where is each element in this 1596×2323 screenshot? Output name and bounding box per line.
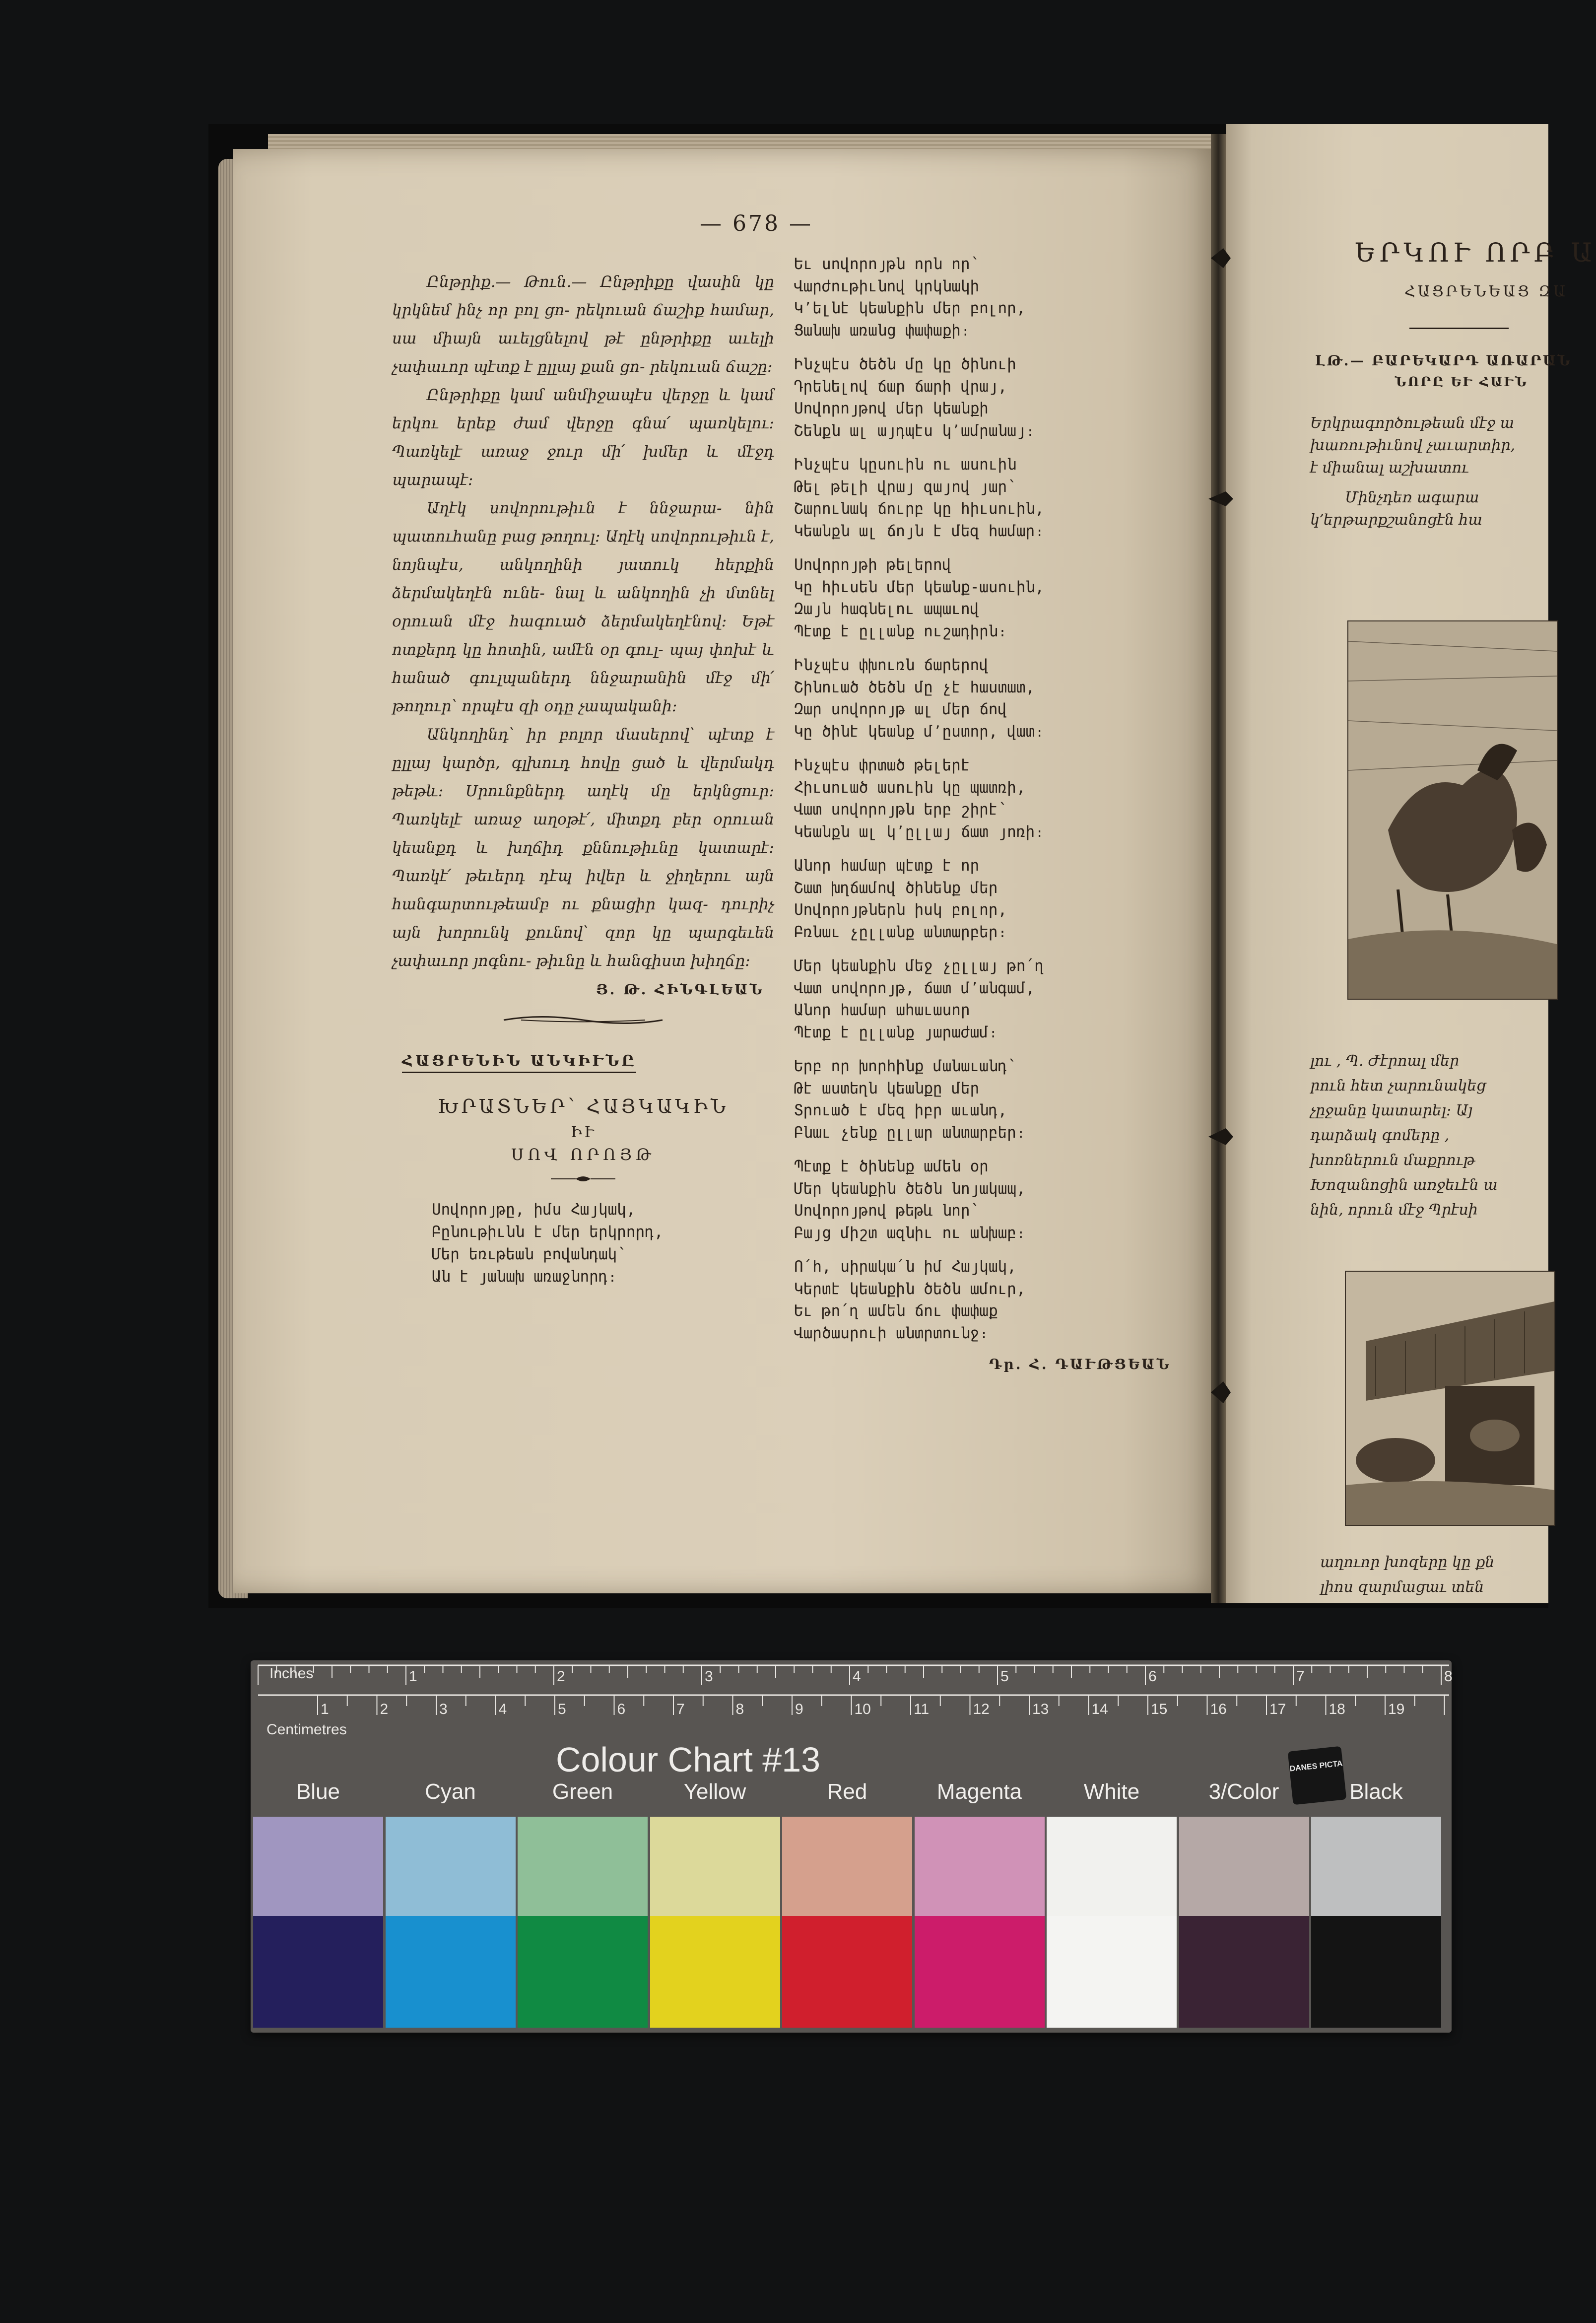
paragraph: Ընթրիք.— Թուն.— Ընթրիքը վասին կը կրկնեմ ինչ որ բոլ ցո- րեկուան ճաշիք համար, սա միայն աւելցնելով թէ ընթրիքը աւելի չափաւոր պէտք է ըլլայ քան ցո- րեկուան ճաշը։	[392, 273, 774, 376]
swatch-dark	[650, 1916, 780, 2028]
swatch-dark	[782, 1916, 912, 2028]
rooster-engraving	[1347, 620, 1558, 1000]
chapter-subheading: ՆՈՐԸ ԵՒ ՀԱՒՆ	[1395, 375, 1528, 390]
cm-tick-label: 3	[439, 1701, 448, 1717]
stanza-line: Ո՛հ, սիրակա՛ն իմ Հայկակ,	[794, 1258, 1016, 1276]
inch-tick-label: 6	[1148, 1668, 1157, 1685]
paragraph: Ընթրիքը կամ անմիջապէս վերջը և կամ երկու երեք ժամ վերջը գնա՛ պառկելու։ Պառկելէ առաջ ջուր մի՛ խմեր և մէջդ պարապէ։	[392, 386, 774, 489]
stanza-line: Զայն հագնելու ապաւով	[794, 600, 980, 618]
stanza-line: Ինչպէս փրտած թելերէ	[794, 756, 970, 774]
stanza	[794, 955, 1181, 1043]
swatch-light	[386, 1817, 516, 1916]
stanza-line: Սովորոյթով մեր կեանքի	[794, 400, 989, 417]
stanza-line: Թել թելի վրայ զայով յար՝	[794, 478, 1016, 496]
text-line: աղուոր խոզերը կը քն	[1320, 1554, 1495, 1571]
cm-tick-label: 10	[854, 1701, 871, 1717]
stanza-line: Կեանքն ալ կ՚ըլլայ ճատ յոռի։	[794, 822, 1044, 841]
text-line: դարձակ գոմերը ,	[1310, 1127, 1450, 1144]
swatch-light	[782, 1817, 912, 1916]
binding-marker	[1206, 243, 1236, 273]
inch-tick-label: 2	[557, 1668, 565, 1685]
stanza-line: Եւ սովորոյթն որն որ՝	[794, 255, 980, 273]
stanza-line: Պէտք է ըլլանք ուշադիրն։	[794, 622, 1007, 640]
stanza-line: Մեր կեանքին ծեծն նոյակապ,	[794, 1179, 1026, 1198]
stanza-line: Ցանախ առանց փափաքի։	[794, 321, 970, 340]
stanza-line: Կը ծինէ կեանք մ՚ըստոր, վատ։	[794, 722, 1044, 741]
swatch-dark	[1179, 1916, 1309, 2028]
stanza-line: Զար սովորոյթ ալ մեր ճով	[794, 700, 1007, 718]
right-page-title: ԵՐԿՈՒ ՈՐԲ Ա	[1355, 238, 1596, 268]
ruler	[258, 1664, 1453, 1719]
stanza-line: Շինուած ծեծն մը չէ հաստատ,	[794, 678, 1035, 696]
chapter-heading: ԼԹ.— ԲԱՐԵԿԱՐԴ ԱՌԱՐԱՆ	[1315, 352, 1572, 369]
inches-label: Inches	[269, 1665, 314, 1682]
stanza-line: Վատ սովորոյթն երբ շիրէ՝	[794, 801, 1007, 819]
text-line: կ՚երթարքշանոցէն հա	[1310, 511, 1483, 529]
swatch-dark	[518, 1916, 648, 2028]
cm-tick-label: 12	[973, 1701, 990, 1717]
text-line: է միանալ աշխատու	[1310, 459, 1469, 477]
swatch-light	[915, 1817, 1045, 1916]
small-ornament	[548, 1174, 618, 1184]
cm-tick-label: 14	[1091, 1701, 1108, 1717]
verse-line: Բընութիւնն է մեր երկրորդ,	[432, 1223, 664, 1241]
stanza	[794, 654, 1181, 743]
stanza	[794, 353, 1181, 442]
stanza	[794, 454, 1181, 542]
cm-tick-label: 17	[1269, 1701, 1286, 1717]
text-line: Խոզանոցին առջեւէն ա	[1310, 1176, 1498, 1194]
cm-tick-label: 7	[676, 1701, 685, 1717]
stanza	[794, 1055, 1181, 1144]
stanza-line: Սովորոյթով թեթև նոր՝	[794, 1202, 980, 1220]
binding-marker	[1206, 1124, 1236, 1149]
paragraph: Անկողինդ՝ իր բոլոր մասերով՝ պէտք է ըլլայ կարծր, գլխուդ հովը ցած և վերմակդ թեթև։ Սրունքներդ աղէկ մը երկնցուր։ Պառկելէ առաջ աղօթէ՛, միտքդ բեր օրուան կեանքդ և խղճիդ քննութիւնը կատարէ։ Պառկէ՛ թեւերդ դէպ իվեր և ջիղերու այն հանգարտութեամբ ու քնացիր կազ- դուրիչ այն խորունկ քունով՝ զոր կը պարգեւեն չափաւոր յոգնու- թիւնը և հանգիստ խիղճը։	[392, 726, 774, 970]
stanza-line: Ինչպէս փխուռն ճարերով	[794, 656, 989, 674]
swatch-light	[1311, 1817, 1441, 1916]
stanza-line: Թէ աստեղն կեանքը մեր	[794, 1079, 980, 1097]
left-text-column	[392, 268, 774, 1300]
stanza-line: Անոր համար պէտք է որ	[794, 857, 980, 875]
cm-tick-label: 16	[1210, 1701, 1227, 1717]
stanza-line: Շենքն ալ այդպէս կ՚ամրանայ։	[794, 421, 1035, 440]
stanza-line: Ինչպէս կըսուին ու ասուին	[794, 456, 1016, 474]
swatch-light	[1179, 1817, 1309, 1916]
swatch-dark	[915, 1916, 1045, 2028]
section-title: ՀԱՑՐԵՆԻՆ ԱՆԿԻՒՆԸ	[402, 1052, 636, 1073]
poem-heading: ՍՈՎ ՈՐՈՅԹ	[511, 1145, 656, 1164]
stanza-line: Վատ սովորոյթ, ճատ մ՚անգամ,	[794, 979, 1035, 997]
swatch-label: Blue	[296, 1779, 340, 1804]
text-line: լիոս զարմացաւ տեն	[1320, 1578, 1484, 1596]
poem-conjunction: ԻՒ	[570, 1124, 596, 1141]
stanza-line: Եւ թո՛ղ ամեն ճու փափաք	[794, 1302, 998, 1320]
swatch-light	[1047, 1817, 1177, 1916]
stanza-line: Մեր կեանքին մեջ չըլլայ թո՛ղ	[794, 957, 1044, 975]
poem-verse	[432, 1199, 774, 1288]
cm-tick-label: 8	[735, 1701, 744, 1717]
inch-tick-label: 3	[705, 1668, 713, 1685]
swatch-label: Green	[552, 1779, 613, 1804]
text-line: խոռներուն մաքրութ	[1310, 1152, 1475, 1169]
inch-tick-label: 1	[409, 1668, 417, 1685]
stanza-line: Տրուած է մեզ իբր աւանդ,	[794, 1101, 1007, 1119]
stanza	[794, 855, 1181, 943]
stanza-line: Անոր համար ահաւասոր	[794, 1001, 970, 1019]
ornament-divider	[501, 1013, 665, 1027]
binding-marker	[1206, 489, 1236, 509]
swatch-label: Black	[1349, 1779, 1403, 1804]
stanza-line: Շատ խղճամով ծինենք մեր	[794, 879, 998, 897]
stanza-line: Սովորոյթներն իսկ բոլոր,	[794, 901, 1007, 919]
swatch-label: Cyan	[425, 1779, 476, 1804]
page-number: — 678 —	[700, 211, 813, 236]
inch-tick-label: 7	[1296, 1668, 1305, 1685]
swatch-dark	[1311, 1916, 1441, 2028]
logo-text: DANES PICTA	[1289, 1759, 1343, 1774]
stanza-line: Վարժութիւնով կրկնակի	[794, 277, 980, 295]
stanza-line: Պէտք է ըլլանք յարաժամ։	[794, 1023, 998, 1041]
cm-tick-label: 15	[1151, 1701, 1168, 1717]
article-signature: Յ. Թ. ՀԻՆԳԼԵԱՆ	[596, 981, 764, 998]
right-page-subtitle: ՀԱՑՐԵՆԵԱՑ ԶԱ	[1404, 283, 1568, 300]
binding-marker	[1206, 1377, 1236, 1407]
stanza-line: Կը հիւսեն մեր կեանք-ասուին,	[794, 578, 1044, 596]
text-line: րուն հետ չարունակեց	[1310, 1077, 1486, 1094]
stanza	[794, 1156, 1181, 1244]
swatch-label: White	[1083, 1779, 1140, 1804]
cm-tick-label: 4	[498, 1701, 507, 1717]
text-line: լու , Պ. Ժէրոալ մեր	[1310, 1052, 1460, 1070]
swatch-label: Yellow	[683, 1779, 746, 1804]
cm-tick-label: 1	[321, 1701, 329, 1717]
colour-chart-card	[251, 1660, 1452, 2033]
stanza-line: Դրենելով ճար ճարի վրայ,	[794, 377, 1007, 396]
cm-tick-label: 2	[380, 1701, 389, 1717]
stanza	[794, 1256, 1181, 1344]
verse-line: Սովորոյթը, իմս Հայկակ,	[432, 1201, 636, 1219]
stanza-line: Բնաւ չենք ըլլար անտարբեր։	[794, 1123, 1026, 1142]
stanza-line: Սովորոյթի թելերով	[794, 556, 952, 574]
poem-title: ԽՐԱՏՆԵՐ՝ ՀԱՅԿԱԿԻՆ	[437, 1095, 729, 1117]
swatch-dark	[253, 1916, 383, 2028]
stanza-line: Երբ որ խորհինք մանաւանդ՝	[794, 1057, 1016, 1075]
swatch-dark	[1047, 1916, 1177, 2028]
stanza-line: Բայց միշտ ազնիւ ու անխաբ։	[794, 1224, 1026, 1242]
stanza-line: Բռնաւ չըլլանք անտարբեր։	[794, 923, 1007, 941]
swatch-dark	[386, 1916, 516, 2028]
verse-line: Մեր եռւթեան բովանդակ՝	[432, 1245, 626, 1263]
pigs-engraving	[1345, 1271, 1555, 1526]
stanza	[794, 253, 1181, 342]
stanza	[794, 554, 1181, 642]
verse-line: Ան է յանախ առաջնորդ։	[432, 1268, 617, 1286]
inch-tick-label: 4	[853, 1668, 861, 1685]
stanza-line: Կեանքն ալ ճոյն է մեզ համար։	[794, 522, 1044, 540]
stanza-line: Կ՚ելնէ կեանքին մեր բոլոր,	[794, 299, 1026, 317]
text-line: չըջանը կատարել։ Այ	[1310, 1102, 1473, 1119]
cm-tick-label: 19	[1388, 1701, 1405, 1717]
stanza-line: Շարունակ ճուրբ կը հիւսուին,	[794, 500, 1044, 518]
cm-tick-label: 9	[795, 1701, 803, 1717]
stanza-line: Հիւսուած ասուին կը պատռի,	[794, 778, 1026, 797]
swatch-label: Red	[827, 1779, 867, 1804]
text-line: նին, որուն մէջ Պրէսի	[1310, 1201, 1478, 1219]
stanza-line: Կերտէ կեանքին ծեծն ամուր,	[794, 1280, 1026, 1298]
poem-stanzas	[794, 253, 1181, 1344]
swatch-light	[518, 1817, 648, 1916]
stanza-line: Վարծասրուի անտրտունջ։	[794, 1324, 989, 1342]
paragraph: Աղէկ սովորութիւն է ննջարա- նին պատուհանը բաց թողուլ։ Աղէկ սովորութիւն է, նոյնպէս, անկողինի յատուկ հերքին ձերմակեղէն ունե- նալ և անկողին չի մտնել օրուան մէջ հագուած ձերմակեղէնով։ Եթէ ոտքերդ կը հոտին, ամէն օր գուլ- պայ փոխէ և հանած գուլպաներդ ննջարանին մէջ մի՛ թողուր՝ որպէս զի օդը չապականի։	[392, 499, 774, 715]
middle-text-column	[794, 253, 1181, 1372]
swatch-label: 3/Color	[1208, 1779, 1279, 1804]
stanza-line: Պէտք է ծինենք ամեն օր	[794, 1158, 989, 1175]
cm-tick-label: 18	[1329, 1701, 1345, 1717]
swatch-light	[650, 1817, 780, 1916]
inch-tick-label: 8	[1444, 1668, 1453, 1685]
cm-tick-label: 13	[1032, 1701, 1049, 1717]
text-line: Երկրագործութեան մէջ ա	[1310, 414, 1515, 432]
text-line: խառութիւնով չաւարտիր,	[1310, 437, 1516, 454]
swatch-light	[253, 1817, 383, 1916]
swatch-label: Magenta	[936, 1779, 1022, 1804]
cm-tick-label: 11	[914, 1701, 930, 1717]
colour-chart-title: Colour Chart #13	[556, 1740, 821, 1779]
inch-tick-label: 5	[1000, 1668, 1009, 1685]
right-page	[1226, 124, 1596, 1603]
centimetres-label: Centimetres	[266, 1721, 347, 1738]
cm-tick-label: 5	[558, 1701, 566, 1717]
stanza-line: Ինչպէս ծեծն մը կը ծինուի	[794, 355, 1016, 373]
divider-rule	[1409, 328, 1509, 329]
poem-signature: Դր. Հ. ԴԱՒԹՑԵԱՆ	[989, 1356, 1171, 1372]
text-line: Մինչդեռ ագարա	[1345, 489, 1479, 506]
cm-tick-label: 6	[617, 1701, 626, 1717]
stanza	[794, 754, 1181, 843]
